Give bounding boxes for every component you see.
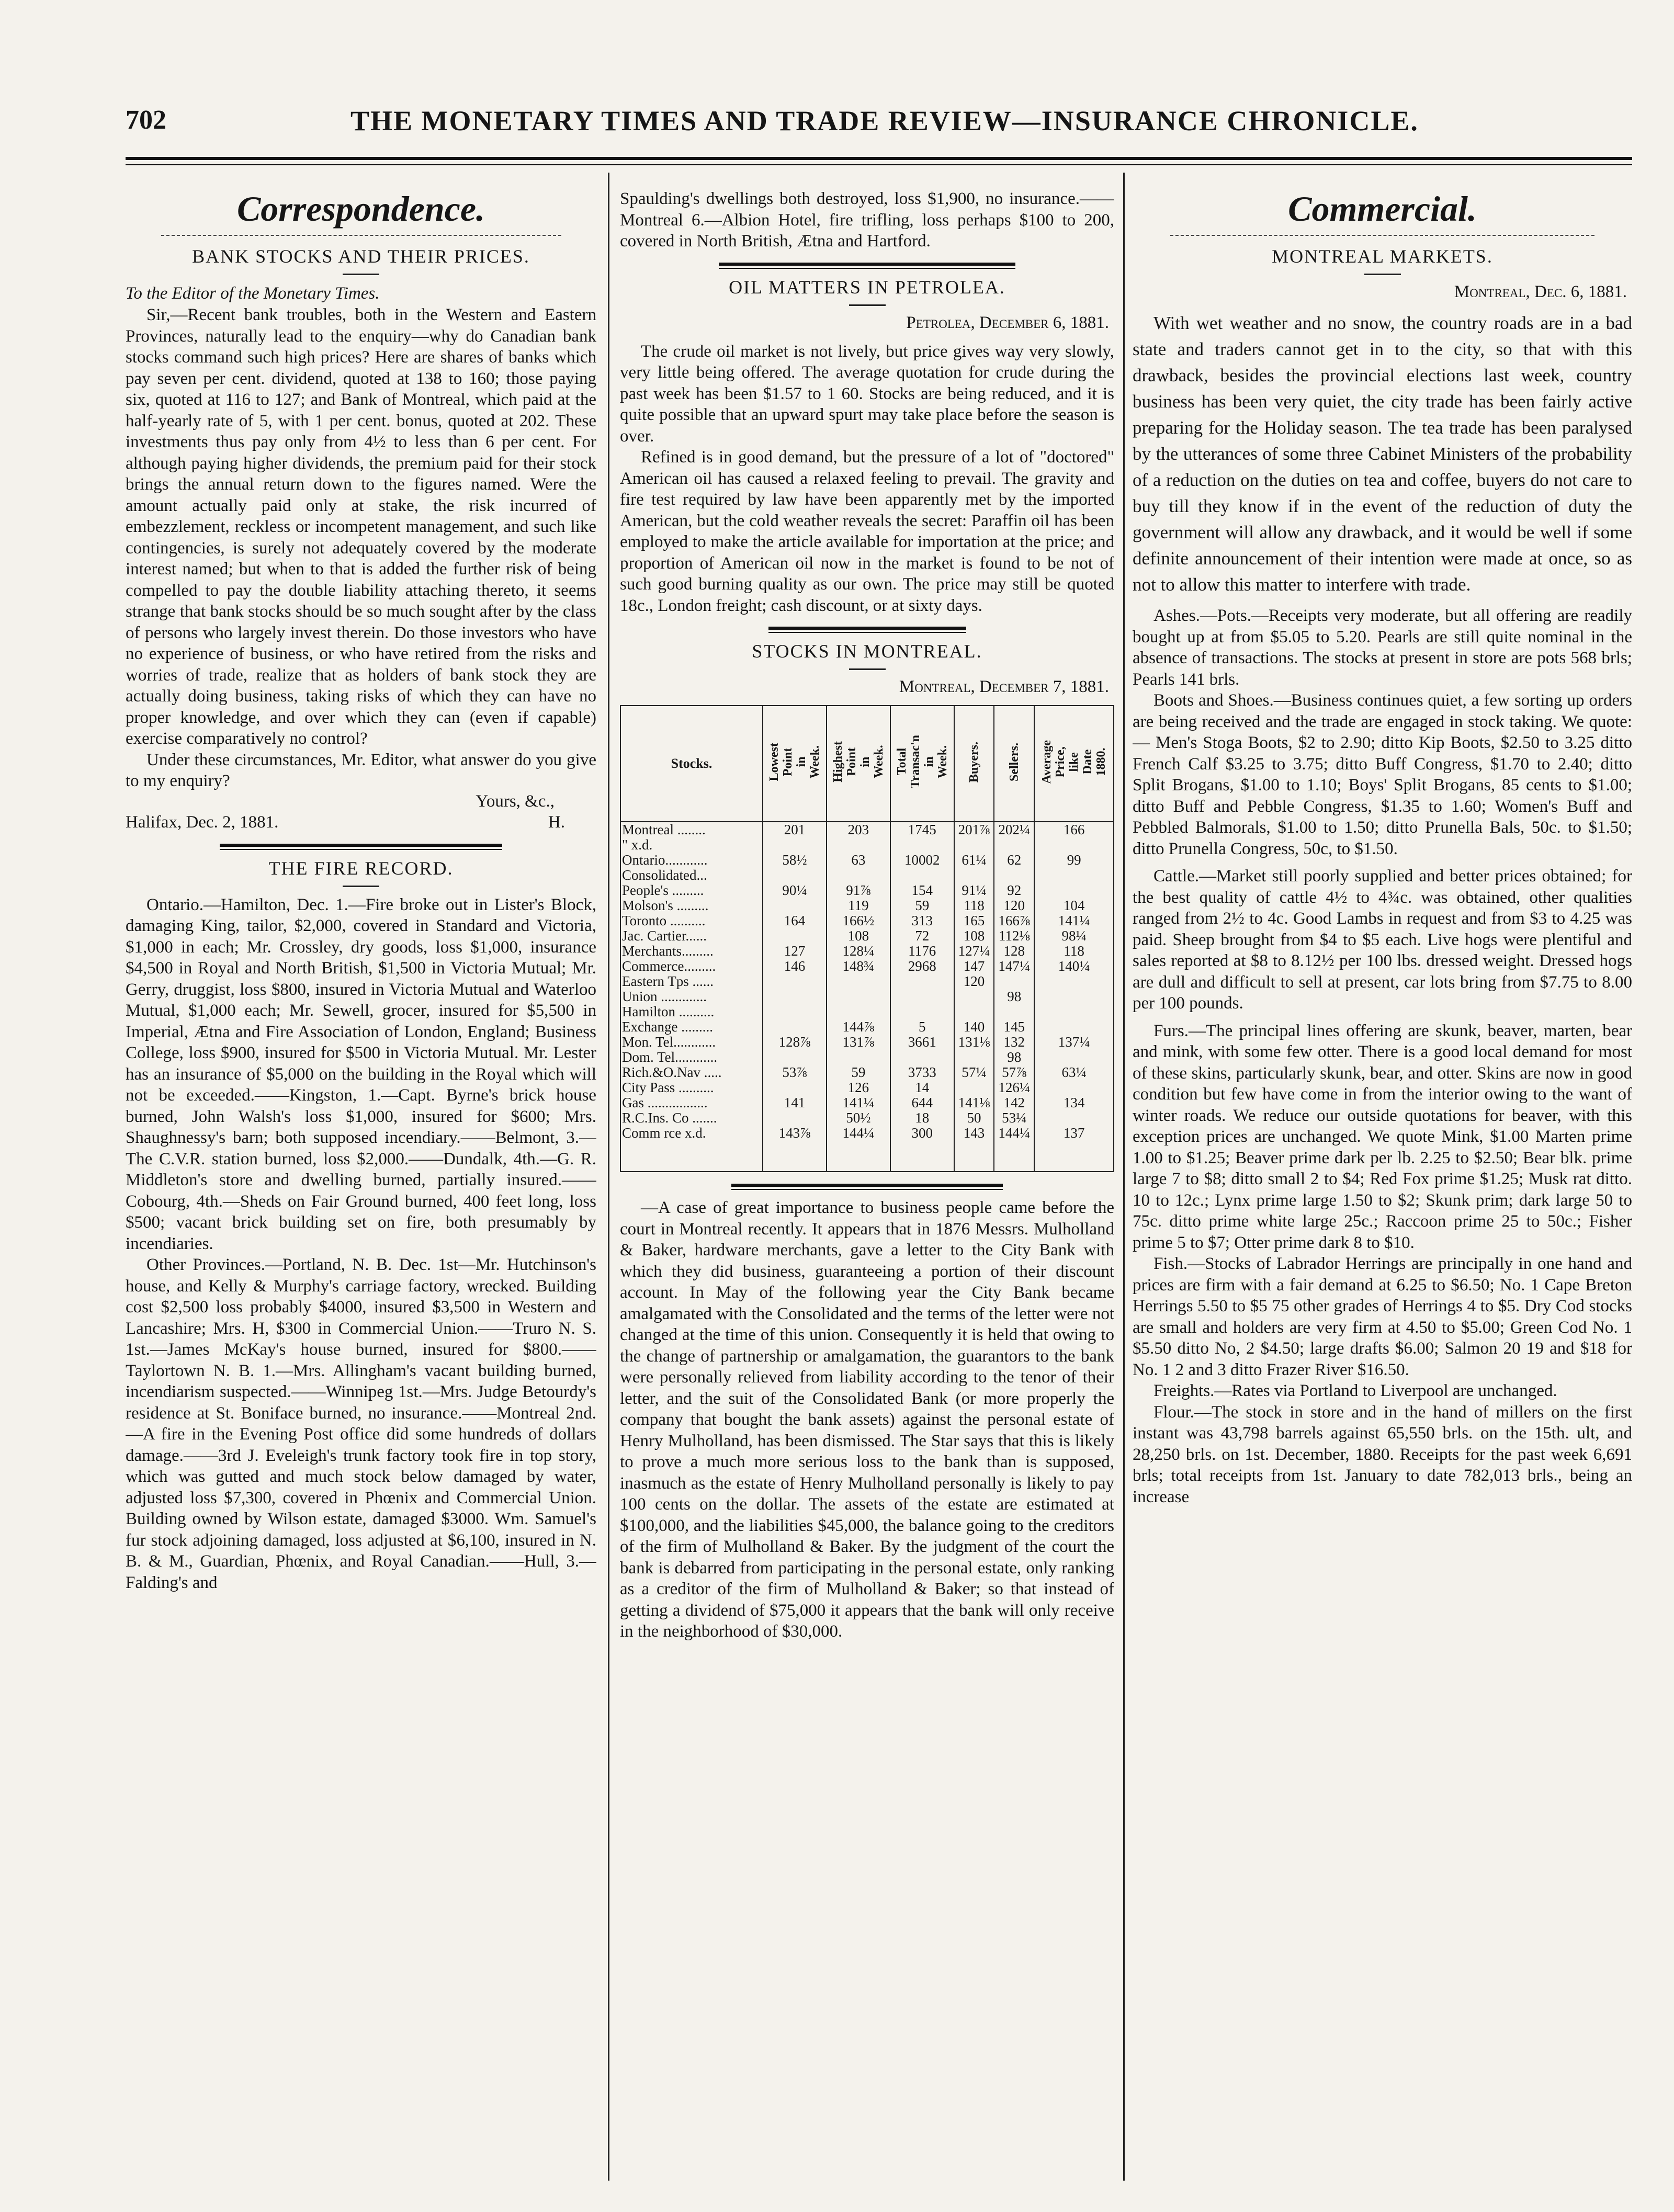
stock-name: Gas ................. [620, 1095, 763, 1110]
stock-value: 104 [1034, 898, 1114, 913]
stock-name: Commerce......... [620, 959, 763, 974]
table-row [620, 883, 1114, 898]
stock-value: 144¼ [827, 1126, 890, 1141]
stock-value: 131⅛ [954, 1035, 994, 1050]
divider [343, 274, 379, 275]
table-row [620, 1080, 1114, 1095]
page-number: 702 [126, 105, 166, 135]
stock-value: 61¼ [954, 853, 994, 868]
stock-name: Exchange ......... [620, 1019, 763, 1035]
stock-name [620, 1141, 763, 1156]
divider [849, 304, 886, 306]
stock-value [827, 837, 890, 853]
letter-closing: Yours, &c., [476, 791, 555, 811]
stock-value [827, 868, 890, 883]
stock-value: 14 [890, 1080, 954, 1095]
stock-value [763, 1004, 827, 1019]
stock-value: 1176 [890, 944, 954, 959]
divider [343, 886, 379, 887]
stock-name: Merchants......... [620, 944, 763, 959]
table-row [620, 974, 1114, 989]
column-commercial [1133, 173, 1632, 2181]
stock-value: 147¼ [994, 959, 1034, 974]
stock-value: 165 [954, 913, 994, 928]
letter-signature-row [126, 811, 596, 833]
stock-value [763, 837, 827, 853]
stock-name: Union ............. [620, 989, 763, 1004]
stock-value [763, 1156, 827, 1172]
stock-value: 644 [890, 1095, 954, 1110]
letter-place-date: Halifax, Dec. 2, 1881. [126, 812, 279, 832]
stock-value [890, 1004, 954, 1019]
stock-value: 98 [994, 989, 1034, 1004]
stock-value: 145 [994, 1019, 1034, 1035]
market-fish: Fish.—Stocks of Labrador Herrings are principally in one hand and prices are firm with a fair demand at 6.25 to $6.50; No. 1 Cape Breton Herrings 5.50 to $5 75 other grades of Herrings 4 to $5. Dry Cod stocks are small and holders are very firm at 4.50 to $5.00; Green Cod No. 1 $5.50 ditto No, 2 $4.50; large drafts $6.00; Salmon 20 19 and $18 for No. 1 2 and 3 ditto Frazer River $16.50. [1133, 1254, 1632, 1379]
stock-value: 154 [890, 883, 954, 898]
divider [1364, 274, 1401, 275]
stock-value: 202¼ [994, 822, 1034, 837]
header-rule [126, 157, 1632, 165]
stock-name: R.C.Ins. Co ....... [620, 1110, 763, 1126]
stock-name: Eastern Tps ...... [620, 974, 763, 989]
stock-value [763, 1050, 827, 1065]
stock-value [763, 928, 827, 944]
stock-value [890, 1156, 954, 1172]
table-row [620, 1050, 1114, 1065]
stock-value: 128⅞ [763, 1035, 827, 1050]
stock-value: 91¼ [954, 883, 994, 898]
stock-value: 119 [827, 898, 890, 913]
section-title-correspondence: Correspondence. [236, 189, 485, 229]
stocks-header [827, 706, 890, 822]
stocks-header [954, 706, 994, 822]
stock-value [1034, 1050, 1114, 1065]
stock-value: 72 [890, 928, 954, 944]
stock-value: 148¾ [827, 959, 890, 974]
stock-value: 203 [827, 822, 890, 837]
table-row [620, 898, 1114, 913]
stock-value: 127¼ [954, 944, 994, 959]
stock-value [954, 989, 994, 1004]
stock-value: 91⅞ [827, 883, 890, 898]
stock-value: 18 [890, 1110, 954, 1126]
stock-value [994, 1004, 1034, 1019]
stock-value: 50 [954, 1110, 994, 1126]
stock-name [620, 1156, 763, 1172]
divider [220, 844, 502, 850]
stock-value [1034, 1019, 1114, 1035]
stock-value [994, 974, 1034, 989]
table-row [620, 989, 1114, 1004]
stock-value: 128¼ [827, 944, 890, 959]
stock-value: 62 [994, 853, 1034, 868]
letter-body: Under these circumstances, Mr. Editor, what answer do you give to my enquiry? [126, 750, 596, 790]
stock-value [1034, 1004, 1114, 1019]
stocks-header [994, 706, 1034, 822]
market-cattle: Cattle.—Market still poorly supplied and better prices obtained; for the best quality of cattle 4½ to 4¾c. was obtained, other qualities ranged from 2½ to 4c. Good Lambs in request and from $3 to 4.25 was paid. Sheep brought from $4 to $5 each. Live hogs were plentiful and sales reported at $8 to 8.12½ per 100 lbs. dressed weight. Dressed hogs are dull and difficult to sell at present, car lots bring from $7.75 to 8.00 per 100 pounds. [1133, 867, 1632, 1013]
table-row [620, 1035, 1114, 1050]
stock-value [890, 974, 954, 989]
stock-value: 166½ [827, 913, 890, 928]
stock-value: 10002 [890, 853, 954, 868]
stock-value [954, 1050, 994, 1065]
stock-value: 300 [890, 1126, 954, 1141]
stock-value [827, 1141, 890, 1156]
stock-value: 144¼ [994, 1126, 1034, 1141]
section-title-commercial: Commercial. [1288, 189, 1477, 229]
stock-name: Montreal ........ [620, 822, 763, 837]
stock-name: Jac. Cartier...... [620, 928, 763, 944]
market-freights: Freights.—Rates via Portland to Liverpool are unchanged. [1153, 1381, 1557, 1400]
stock-value [954, 837, 994, 853]
stock-value: 2968 [890, 959, 954, 974]
table-row [620, 837, 1114, 853]
stock-value: 140¼ [1034, 959, 1114, 974]
stock-value: 141¼ [1034, 913, 1114, 928]
stock-value [1034, 1110, 1114, 1126]
stock-value: 50½ [827, 1110, 890, 1126]
fire-record-continued: Spaulding's dwellings both destroyed, loss $1,900, no insurance.——Montreal 6.—Albion Hotel, fire trifling, loss perhaps $100 to 200, covered in North British, Ætna and Hartford. [620, 189, 1114, 251]
table-row [620, 1004, 1114, 1019]
stock-value: 63 [827, 853, 890, 868]
stock-value [763, 868, 827, 883]
stocks-header [1034, 706, 1114, 822]
stock-value [1034, 1080, 1114, 1095]
table-row [620, 1065, 1114, 1080]
market-flour: Flour.—The stock in store and in the hand of millers on the first instant was 43,798 barrels against 65,550 brls. on the 15th. ult, and 28,250 brls. on 1st. December, 1880. Receipts for the past week 6,691 brls; total receipts from 1st. January to date 782,013 brls., being an increase [1133, 1402, 1632, 1506]
article-heading: STOCKS IN MONTREAL. [752, 641, 982, 662]
table-row [620, 959, 1114, 974]
article-heading: THE FIRE RECORD. [268, 857, 454, 879]
stock-value: 53¼ [994, 1110, 1034, 1126]
stock-value [954, 1004, 994, 1019]
stock-value: 120 [954, 974, 994, 989]
stock-value [1034, 974, 1114, 989]
stocks-header [890, 706, 954, 822]
stock-value: 127 [763, 944, 827, 959]
market-furs: Furs.—The principal lines offering are skunk, beaver, marten, bear and mink, with some few otter. There is a good local demand for most of these skins, particularly skunk, bear, and otter. Skins are now in good condition but few have come in from the interior owing to the want of winter roads. We reduce our outside quotations for beaver, with this exception prices are unchanged. We quote Mink, $1.00 Marten prime 1.00 to $1.25; Beaver prime dark per lb. 2.25 to $2.50; Bear blk. prime large 7 to $8; ditto small 2 to $4; Red Fox prime $1.25; Musk rat ditto. 10 to 12c.; Lynx prime large 1.50 to $2; Skunk prim; dark large 50 to 75c. ditto prime white large 25c.; Raccoon prime 25 to 50c.; Fisher prime 5 to $7; Otter prime dark 8 to $10. [1133, 1021, 1632, 1252]
stock-name: " x.d. [620, 837, 763, 853]
stock-value: 57¼ [954, 1065, 994, 1080]
table-row [620, 913, 1114, 928]
stock-value: 141 [763, 1095, 827, 1110]
stock-value: 166 [1034, 822, 1114, 837]
stock-value: 98 [994, 1050, 1034, 1065]
stock-value [994, 837, 1034, 853]
column-rule [608, 173, 609, 2181]
stock-value [763, 974, 827, 989]
stock-value [827, 1050, 890, 1065]
dateline: Montreal, December 7, 1881. [899, 677, 1109, 696]
table-row [620, 1019, 1114, 1035]
stock-value: 112⅛ [994, 928, 1034, 944]
stock-value: 132 [994, 1035, 1034, 1050]
dateline: Montreal, Dec. 6, 1881. [1454, 282, 1627, 301]
stock-value [994, 1156, 1034, 1172]
running-head: THE MONETARY TIMES AND TRADE REVIEW—INSURANCE CHRONICLE. [350, 105, 1419, 137]
stock-value: 99 [1034, 853, 1114, 868]
stock-name: Dom. Tel............ [620, 1050, 763, 1065]
stock-value: 137 [1034, 1126, 1114, 1141]
stock-value [890, 837, 954, 853]
stock-value: 120 [994, 898, 1034, 913]
stock-name: Hamilton .......... [620, 1004, 763, 1019]
stock-value [1034, 868, 1114, 883]
stock-value: 147 [954, 959, 994, 974]
stock-value [954, 1156, 994, 1172]
stock-name: Toronto .......... [620, 913, 763, 928]
stock-value: 108 [827, 928, 890, 944]
stock-value: 108 [954, 928, 994, 944]
stocks-header-label: Highest Point in Week. [831, 741, 886, 782]
stock-value: 140 [954, 1019, 994, 1035]
stocks-header-label: Buyers. [967, 741, 981, 782]
divider [731, 1184, 1003, 1190]
column-correspondence [126, 173, 596, 2181]
stocks-header-label: Total Transac'n in Week. [895, 735, 949, 789]
stock-value: 59 [827, 1065, 890, 1080]
stock-value: 134 [1034, 1095, 1114, 1110]
fire-record-other-provinces: Other Provinces.—Portland, N. B. Dec. 1st—Mr. Hutchinson's house, and Kelly & Murphy's carriage factory, wrecked. Building cost $2,500 loss probably $4000, insured $3,500 in Western and Lancashire; Mrs. H, $300 in Commercial Union.——Truro N. S. 1st.—James McKay's house burned, insured for $800.——Taylortown N. B. 1.—Mrs. Allingham's vacant building burned, incendiarism suspected.——Winnipeg 1st.—Mrs. Judge Betourdy's residence at St. Boniface burned, no insurance.——Montreal 2nd.—A fire in the Evening Post office did some hundreds of dollars damage.——3rd J. Eveleigh's trunk factory took fire in top story, which was gutted and much stock below damaged by water, adjusted loss $7,300, covered in Phœnix and Commercial Union. Building owned by Wilson estate, damaged $3000. Wm. Samuel's fur stock adjoining damaged, loss adjusted at $6,100, insured in N. B. & M., Guardian, Phœnix, and Royal Canadian.——Hull, 3.—Falding's and [126, 1255, 596, 1592]
stocks-header-label: Lowest Point in Week. [767, 742, 822, 781]
letter-body: Sir,—Recent bank troubles, both in the Western and Eastern Provinces, naturally lead to the enquiry—why do Canadian bank stocks command such high prices? Here are shares of banks which pay seven per cent. dividend, quoted at 138 to 160; those paying six, quoted at 116 to 127; and Bank of Montreal, which paid at the half-yearly rate of 5, with 1 per cent. bonus, quoted at 202. These investments thus pay only from 4½ to less than 6 per cent. For although paying higher dividends, the premium paid for their stock brings the annual return down to the figures named. Were the amount actually paid only at stake, the risk incurred of embezzlement, reckless or incompetent management, and such like contingencies, is surely not adequately covered by the moderate interest named; but when to that is added the further risk of being compelled to pay the double liability attaching thereto, it seems strange that bank stocks should be so much sought after by the class of persons who largely invest therein. Do those investors who have no experience of business, or who have retired from the risks and worries of trade, realize that as holders of bank stock they are actually doing business, taking risks of which they can have no proper knowledge, and over which they can (even if capable) exercise comparatively no control? [126, 305, 596, 748]
stock-value: 164 [763, 913, 827, 928]
divider [849, 668, 886, 670]
stock-value [954, 1080, 994, 1095]
stock-value [1034, 989, 1114, 1004]
stock-value [890, 1050, 954, 1065]
stock-value [994, 868, 1034, 883]
stock-value: 3733 [890, 1065, 954, 1080]
table-row [620, 1141, 1114, 1156]
divider [719, 263, 1015, 269]
table-row [620, 944, 1114, 959]
stock-value: 146 [763, 959, 827, 974]
stock-value [954, 1141, 994, 1156]
market-ashes: Ashes.—Pots.—Receipts very moderate, but all offering are readily bought up at from $5.05 to 5.20. Pearls are still quite nominal in the absence of transactions. The stocks at present in store are pots 568 brls; Pearls 141 brls. [1133, 606, 1632, 689]
stock-value: 98¼ [1034, 928, 1114, 944]
letter-salutation: To the Editor of the Monetary Times. [126, 284, 380, 303]
stock-value: 143 [954, 1126, 994, 1141]
stock-name: Ontario............ [620, 853, 763, 868]
table-row [620, 1095, 1114, 1110]
stock-value [763, 1080, 827, 1095]
letter-signature: H. [548, 812, 565, 832]
oil-body: Refined is in good demand, but the pressure of a lot of "doctored" American oil has caused a relaxed feeling to prevail. The gravity and fire test required by law have been apparently met by the imported American, but the cold weather reveals the secret: Paraffin oil has been employed to make the article available for importation at the price; and proportion of American oil now in the market is found to be not of such good burning quality as our own. The price may still be quoted 18c., London freight; cash discount, or at sixty days. [620, 448, 1114, 615]
table-row [620, 1156, 1114, 1172]
stock-value: 57⅞ [994, 1065, 1034, 1080]
divider [768, 627, 966, 633]
stock-value: 142 [994, 1095, 1034, 1110]
table-row [620, 1126, 1114, 1141]
stock-name: Mon. Tel............ [620, 1035, 763, 1050]
stock-value: 141⅛ [954, 1095, 994, 1110]
stock-value: 92 [994, 883, 1034, 898]
stock-name: City Pass .......... [620, 1080, 763, 1095]
stock-value [994, 1141, 1034, 1156]
stock-value: 126 [827, 1080, 890, 1095]
stocks-header [763, 706, 827, 822]
fire-record-ontario: Ontario.—Hamilton, Dec. 1.—Fire broke out in Lister's Block, damaging King, tailor, $2,000, covered in Standard and Victoria, $1,000 in each; Mr. Crossley, dry goods, loss $1,000, insurance $4,500 in Royal and North British, $1,500 in Victoria Mutual; Mr. Gerry, druggist, loss $800, insured in Victoria Mutual and Waterloo Mutual, $1,000 each; Mr. Sewell, grocer, insured for $5,500 in Imperial, Ætna and Fire Association of London, England; Business College, loss $900, insured for $500 in Victoria Mutual. Mr. Lester has an insurance of $5,000 on the building in the Royal which will not be exceeded.——Kingston, 1.—Capt. Byrne's brick house burned, John Walsh's loss $1,000, insured for $600; Mrs. Shaughnessy's barn; both supposed incendiary.——Belmont, 3.—The C.V.R. station burned, loss $2,000.——Dundalk, 4th.—G. R. Middleton's store and dwelling burned, partially insured.——Cobourg, 4th.—Sheds on Fair Ground burned, 400 feet long, loss $500; vacant brick building set on fire, both presumably by incendiaries. [126, 895, 596, 1253]
column-middle [620, 173, 1114, 2181]
stock-value: 5 [890, 1019, 954, 1035]
table-row [620, 868, 1114, 883]
stock-value: 90¼ [763, 883, 827, 898]
table-row [620, 822, 1114, 837]
stock-value: 137¼ [1034, 1035, 1114, 1050]
stock-value [1034, 837, 1114, 853]
stock-value: 1745 [890, 822, 954, 837]
stock-value: 131⅞ [827, 1035, 890, 1050]
stock-value [763, 898, 827, 913]
article-heading: MONTREAL MARKETS. [1272, 246, 1493, 267]
stock-name: Rich.&O.Nav ..... [620, 1065, 763, 1080]
stock-value: 166⅞ [994, 913, 1034, 928]
stock-value [763, 989, 827, 1004]
stock-value [827, 1004, 890, 1019]
stocks-header-label: Average Price, like Date 1880. [1040, 740, 1109, 784]
oil-body: The crude oil market is not lively, but price gives way very slowly, very little being offered. The average quotation for crude during the past week has been $1.57 to 1 60. Stocks are being reduced, and it is quite possible that an upward spurt may take place before the season is over. [620, 342, 1114, 446]
column-rule [1123, 173, 1125, 2181]
divider [161, 235, 561, 236]
stocks-table [620, 705, 1114, 1172]
stock-value: 201⅞ [954, 822, 994, 837]
stock-value [1034, 1141, 1114, 1156]
stock-value: 58½ [763, 853, 827, 868]
stock-value: 63¼ [1034, 1065, 1114, 1080]
stock-value [763, 1141, 827, 1156]
stock-value [827, 974, 890, 989]
stock-value [827, 989, 890, 1004]
court-case-body: —A case of great importance to business people came before the court in Montreal recently. It appears that in 1876 Messrs. Mulholland & Baker, hardware merchants, gave a letter to the City Bank with which they did business, guaranteeing a portion of their discount account. In May of the following year the City Bank became amalgamated with the Consolidated and the terms of the letter were not changed at the time of this union. Consequently it is held that owing to the change of partnership or amalgamation, the guarantors to the bank were personally relieved from liability according to the tenor of their letter, and the suit of the Consolidated Bank (or more properly the company that bought the bank assets) against the personal estate of Henry Mulholland, has been dismissed. The Star says that this is likely to prove a much more serious loss to the bank than is supposed, inasmuch as the estate of Henry Mulholland personally is likely to pay 100 cents on the dollar. The assets of the estate are estimated at $100,000, and the liabilities $45,000, the balance going to the creditors of the firm of Mulholland & Baker. By the judgment of the court the bank is debarred from participating in the personal estate, only ranking as a creditor of the firm of Mulholland & Baker; so that instead of getting a dividend of $75,000 it appears that the bank will only receive in the neighborhood of $30,000. [620, 1198, 1114, 1641]
stock-value: 118 [1034, 944, 1114, 959]
stock-value: 313 [890, 913, 954, 928]
stock-value: 128 [994, 944, 1034, 959]
stock-value [827, 1156, 890, 1172]
stock-value [890, 989, 954, 1004]
divider [1170, 235, 1595, 236]
stock-value [1034, 883, 1114, 898]
stocks-header-name: Stocks. [620, 706, 763, 822]
stock-name: Consolidated... [620, 868, 763, 883]
stock-value: 59 [890, 898, 954, 913]
table-row [620, 928, 1114, 944]
stock-value [890, 868, 954, 883]
stock-value: 118 [954, 898, 994, 913]
stock-value [763, 1110, 827, 1126]
stock-value [1034, 1156, 1114, 1172]
dateline: Petrolea, December 6, 1881. [906, 313, 1109, 332]
stock-value: 141¼ [827, 1095, 890, 1110]
article-heading: OIL MATTERS IN PETROLEA. [729, 276, 1005, 298]
table-row [620, 1110, 1114, 1126]
stock-value: 126¼ [994, 1080, 1034, 1095]
page-header [126, 105, 1632, 152]
table-row [620, 853, 1114, 868]
stock-value: 3661 [890, 1035, 954, 1050]
stock-name: Comm rce x.d. [620, 1126, 763, 1141]
stock-name: People's ......... [620, 883, 763, 898]
stock-value [954, 868, 994, 883]
stock-value: 143⅞ [763, 1126, 827, 1141]
market-boots-shoes: Boots and Shoes.—Business continues quiet, a few sorting up orders are being received and the trade are engaged in stock taking. We quote:— Men's Stoga Boots, $2 to 2.90; ditto Kip Boots, $2.50 to 3.25 ditto French Calf $3.25 to 3.75; ditto Buff Congress, $1.70 to 2.40; ditto Split Brogans, $1.00 to 1.10; Boys' Split Brogans, 85 cents to $1.00; ditto Buff and Pebble Congress, $1.35 to 1.60; Women's Buff and Pebbled Balmorals, $1.00 to 1.50; ditto Prunella Bals, 50c. to $1.50; ditto Prunella Congress, 50c, to $1.50. [1133, 691, 1632, 858]
stock-value [890, 1141, 954, 1156]
article-heading: BANK STOCKS AND THEIR PRICES. [192, 246, 530, 267]
stock-name: Molson's ......... [620, 898, 763, 913]
stocks-header-label: Sellers. [1007, 742, 1021, 781]
stock-value: 53⅞ [763, 1065, 827, 1080]
stock-value [763, 1019, 827, 1035]
markets-intro: With wet weather and no snow, the country roads are in a bad state and traders cannot get in to the city, so that with this drawback, besides the provincial elections last week, country business has been very quiet, the city trade has been fairly active preparing for the Holiday season. The tea trade has been paralysed by the utterances of some three Cabinet Ministers of the probability of a reduction on the duties on tea and coffee, buyers do not care to buy till they know if in the event of the reduction of duty the government will allow any drawback, and it would be well if some definite announcement of their intention were made at once, so as not to allow this matter to interfere with trade. [1133, 313, 1632, 595]
stock-value: 144⅞ [827, 1019, 890, 1035]
stock-value: 201 [763, 822, 827, 837]
